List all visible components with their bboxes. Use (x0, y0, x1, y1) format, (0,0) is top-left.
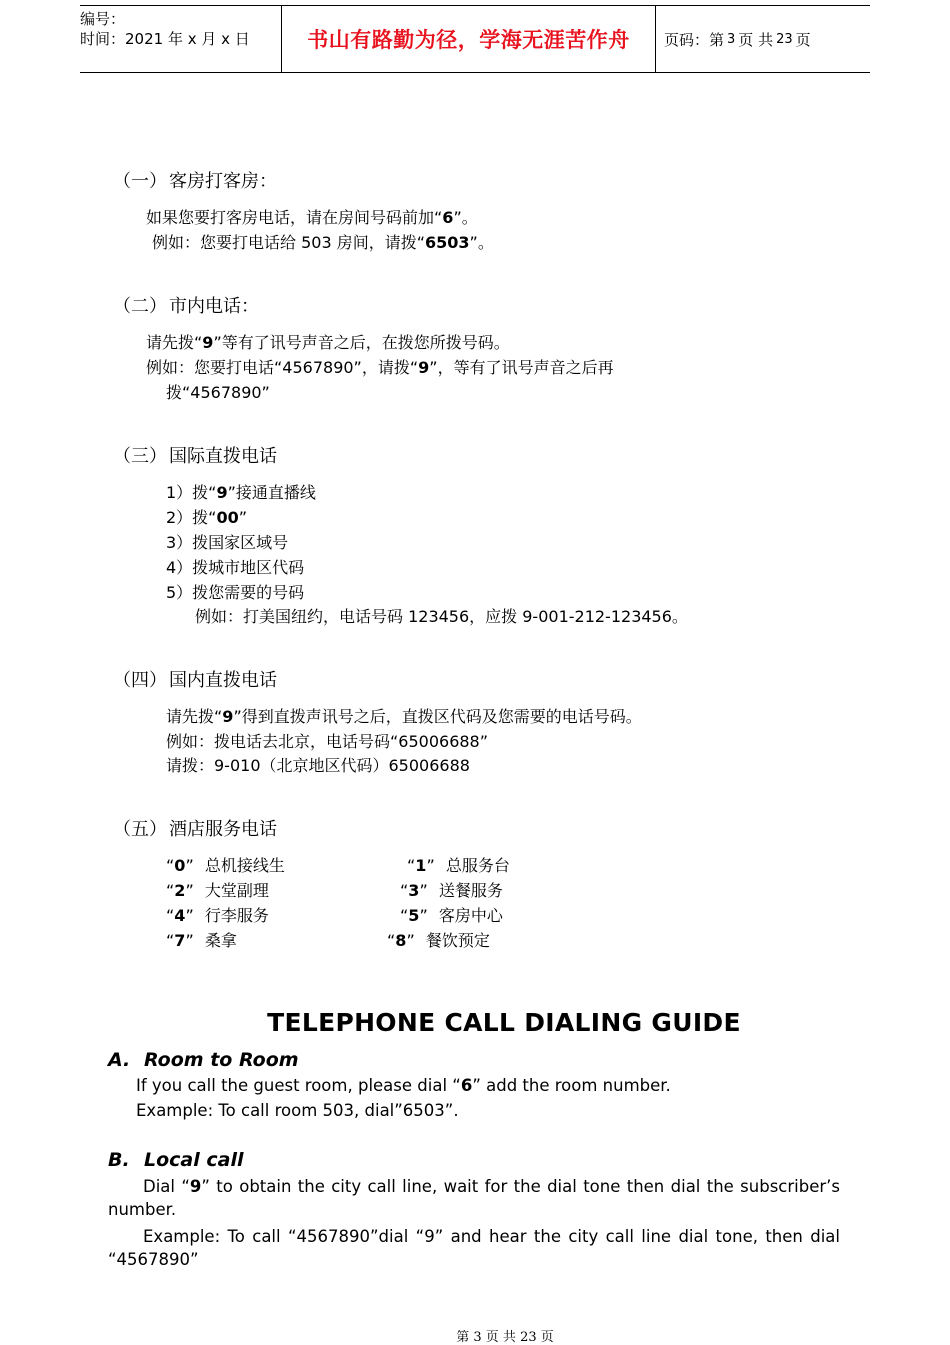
section-title: 国际直拨电话 (169, 446, 277, 467)
text: ”。 (453, 208, 478, 227)
service-key: 0 (174, 856, 186, 875)
section-b-para-1-line-2: number. (108, 1200, 177, 1219)
section-4-heading (113, 666, 277, 692)
service-name: 送餐服务 (438, 881, 503, 900)
section-2-heading (113, 292, 259, 318)
section-3-step-5: 5）拨您需要的号码 (166, 583, 305, 602)
text: 请先拨“ (166, 707, 223, 726)
section-number: （二） (113, 296, 167, 317)
footer-mid: 页 共 (485, 1330, 516, 1345)
page-current: 3 (727, 31, 736, 47)
section-a-line-1 (136, 1076, 671, 1095)
section-4-line-3: 请拨：9-010（北京地区代码）65006688 (166, 756, 470, 775)
service-key: 7 (174, 931, 186, 950)
dial-code: 6 (460, 1076, 473, 1095)
section-3-step-4: 4）拨城市地区代码 (166, 558, 305, 577)
header-meta (80, 6, 280, 75)
section-3-example: 例如：打美国纽约，电话号码 123456，应拨 9-001-212-123456。 (195, 607, 688, 626)
service-name: 大堂副理 (204, 881, 269, 900)
section-1-heading (113, 167, 277, 193)
section-title: 客房打客房： (169, 171, 277, 192)
dial-code: 6503 (425, 233, 470, 252)
section-3-step-3: 3）拨国家区域号 (166, 533, 289, 552)
service-item: “3” 送餐服务 (400, 881, 503, 900)
service-key: 2 (174, 881, 186, 900)
service-key: 1 (415, 856, 427, 875)
service-name: 总机接线生 (204, 856, 285, 875)
page-mid: 页 共 (738, 30, 774, 49)
service-item: “2” 大堂副理 (166, 881, 269, 900)
section-b-heading (108, 1149, 243, 1171)
page-suffix: 页 (795, 30, 811, 49)
section-3-heading (113, 442, 277, 468)
section-1-line-2 (152, 230, 494, 253)
document-time: 时间：2021 年 x 月 x 日 (80, 30, 250, 48)
page-footer (0, 1326, 950, 1345)
service-key: 4 (174, 906, 186, 925)
text: ” (238, 508, 248, 527)
section-title: Local call (144, 1149, 244, 1171)
english-guide-title: TELEPHONE CALL DIALING GUIDE (267, 1008, 741, 1037)
footer-suffix: 页 (540, 1330, 554, 1345)
dial-code: 9 (202, 333, 214, 352)
page-total: 23 (776, 31, 793, 47)
section-letter: A. (108, 1049, 131, 1071)
section-title: Room to Room (144, 1049, 299, 1071)
service-name: 餐饮预定 (425, 931, 490, 950)
dial-code: 9 (189, 1177, 202, 1196)
footer-prefix: 第 (456, 1330, 470, 1345)
section-title: 国内直拨电话 (169, 670, 277, 691)
text: ”，等有了讯号声音之后再 (429, 358, 614, 377)
section-a-line-2: Example: To call room 503, dial”6503”. (136, 1101, 459, 1120)
header-table (80, 5, 870, 73)
footer-current-page: 3 (473, 1330, 482, 1345)
section-title: 酒店服务电话 (169, 819, 277, 840)
text: 1）拨“ (166, 483, 217, 502)
section-4-line-2: 例如：拨电话去北京，电话号码“65006688” (166, 732, 489, 751)
text: ” to obtain the city call line, wait for the dial tone then dial the subscriber’s (201, 1177, 841, 1196)
text: ”等有了讯号声音之后，在拨您所拨号码。 (213, 333, 510, 352)
service-name: 行李服务 (204, 906, 269, 925)
service-item: “8” 餐饮预定 (387, 931, 490, 950)
section-number: （五） (113, 819, 167, 840)
service-key: 3 (408, 881, 420, 900)
service-key: 8 (395, 931, 407, 950)
text: 例如：您要打电话“4567890”，请拨“ (146, 358, 419, 377)
section-number: （一） (113, 171, 167, 192)
text: 例如：您要打电话给 503 房间，请拨“ (152, 233, 426, 252)
section-number: （四） (113, 670, 167, 691)
text: 如果您要打客房电话，请在房间号码前加“ (146, 208, 443, 227)
section-2-line-1 (146, 330, 510, 353)
section-b-para-1-line-1 (108, 1174, 840, 1199)
header-page-info (664, 6, 864, 72)
text: ”接通直播线 (227, 483, 316, 502)
section-2-line-2 (146, 355, 614, 378)
dial-code: 9 (222, 707, 234, 726)
text: ” add the room number. (472, 1076, 671, 1095)
footer-total-pages: 23 (520, 1330, 537, 1345)
service-item: “7” 桑拿 (166, 931, 237, 950)
service-item: “1” 总服务台 (407, 856, 510, 875)
service-item: “4” 行李服务 (166, 906, 269, 925)
service-name: 桑拿 (204, 931, 237, 950)
section-1-line-1 (146, 205, 478, 228)
section-3-step-1 (166, 480, 316, 503)
header-motto: 书山有路勤为径，学海无涯苦作舟 (281, 6, 656, 72)
section-b-para-2-line-2: “4567890” (108, 1250, 199, 1269)
dial-code: 9 (216, 483, 228, 502)
section-4-line-1 (166, 704, 642, 727)
text: 2）拨“ (166, 508, 217, 527)
service-name: 客房中心 (438, 906, 503, 925)
text: If you call the guest room, please dial “ (136, 1076, 461, 1095)
dial-code: 9 (418, 358, 430, 377)
section-3-step-2 (166, 505, 247, 528)
text: ”得到直拨声讯号之后，直拨区代码及您需要的电话号码。 (233, 707, 642, 726)
service-name: 总服务台 (445, 856, 510, 875)
service-key: 5 (408, 906, 420, 925)
service-item: “0” 总机接线生 (166, 856, 285, 875)
dial-code: 6 (442, 208, 454, 227)
section-title: 市内电话： (169, 296, 259, 317)
section-a-heading (108, 1049, 299, 1071)
text: 请先拨“ (146, 333, 203, 352)
section-2-line-3: 拨“4567890” (166, 383, 270, 402)
document-number-label: 编号： (80, 10, 126, 28)
text: Dial “ (143, 1177, 190, 1196)
section-5-heading (113, 815, 277, 841)
page-prefix: 页码：第 (664, 30, 725, 49)
section-letter: B. (108, 1149, 130, 1171)
section-number: （三） (113, 446, 167, 467)
text: ”。 (469, 233, 494, 252)
dial-code: 00 (216, 508, 239, 527)
section-b-para-2-line-1: Example: To call “4567890”dial “9” and hear the city call line dial tone, then dial (143, 1227, 840, 1246)
service-item: “5” 客房中心 (400, 906, 503, 925)
